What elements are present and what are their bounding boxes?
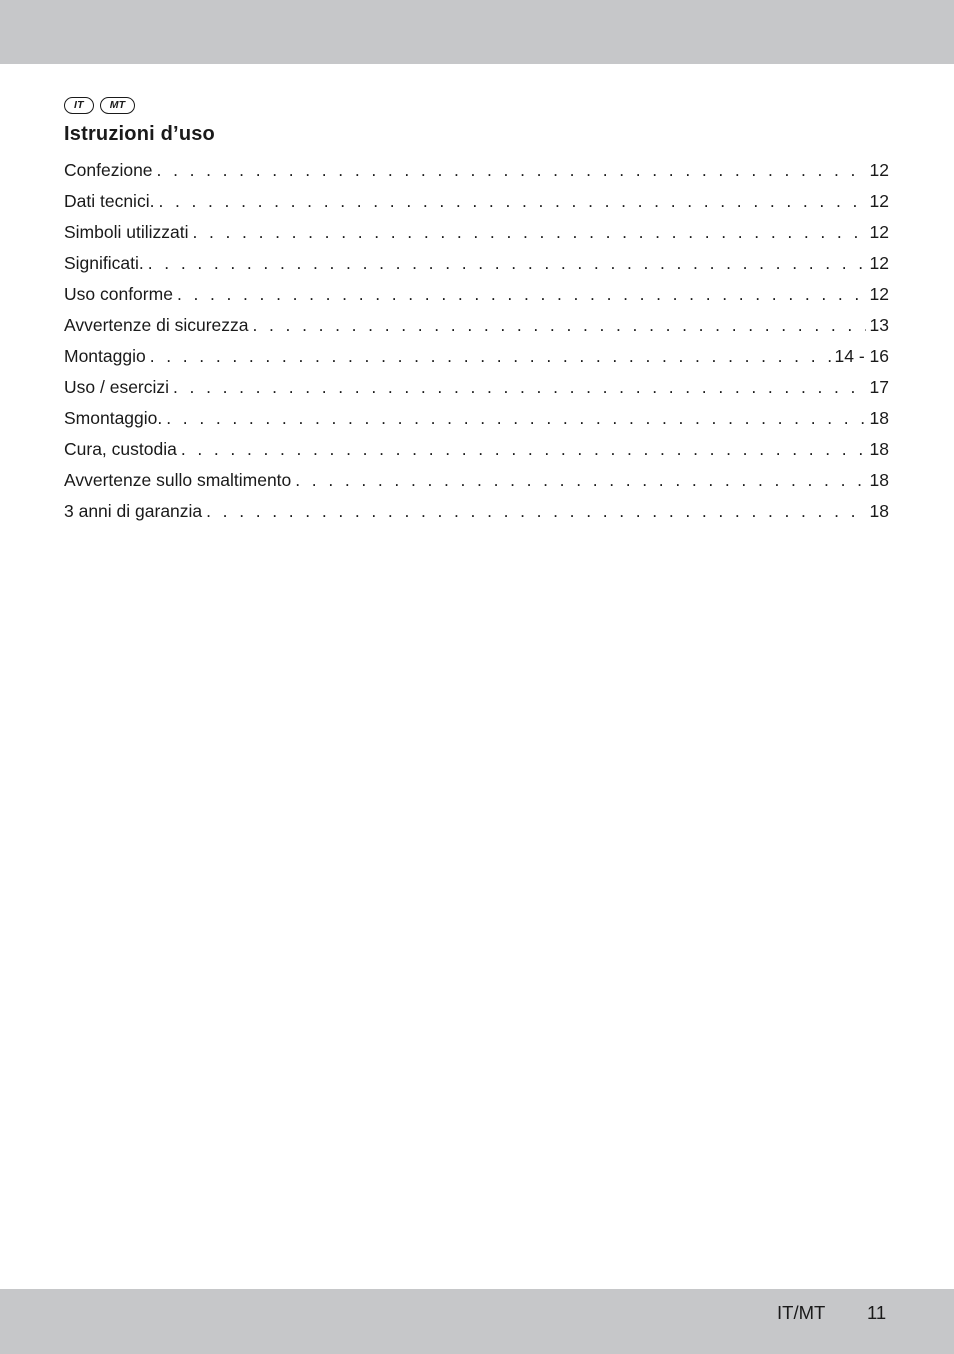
toc-dot-leader [177, 279, 866, 310]
toc-row-uso-conforme[interactable] [64, 279, 889, 310]
toc-label: Montaggio [64, 346, 146, 366]
toc-page-number: 13 [869, 315, 889, 335]
toc-row-smontaggio[interactable] [64, 403, 889, 434]
toc-label: Avvertenze di sicurezza [64, 315, 249, 335]
toc-page-number: 17 [869, 377, 889, 397]
toc-label: Simboli utilizzati [64, 222, 189, 242]
toc-page-number: 18 [869, 408, 889, 428]
toc-label: Cura, custodia [64, 439, 177, 459]
toc-label: Significati. [64, 253, 144, 273]
toc-page-number: 18 [869, 439, 889, 459]
toc-label: Smontaggio. [64, 408, 163, 428]
toc-label: 3 anni di garanzia [64, 501, 203, 521]
toc-dot-leader [253, 310, 866, 341]
toc-page-number: 12 [869, 160, 889, 180]
toc-label: Uso / esercizi [64, 377, 170, 397]
toc-dot-leader [166, 403, 865, 434]
toc-dot-leader [181, 434, 866, 465]
footer-language: IT/MT [777, 1302, 826, 1323]
toc-dot-leader [295, 465, 865, 496]
toc-dot-leader [206, 496, 865, 527]
toc-label: Dati tecnici. [64, 191, 155, 211]
toc-label: Avvertenze sullo smaltimento [64, 470, 292, 490]
toc-row-avvertenze-di-sicurezza[interactable] [64, 310, 889, 341]
toc-row-simboli-utilizzati[interactable] [64, 217, 889, 248]
toc-row-dati-tecnici[interactable] [64, 186, 889, 217]
header-band [0, 0, 954, 64]
toc-dot-leader [158, 186, 865, 217]
toc-row-montaggio[interactable] [64, 341, 889, 372]
toc-row-confezione[interactable] [64, 155, 889, 186]
toc-page-number: 12 [869, 253, 889, 273]
language-badge-mt: MT [100, 97, 136, 114]
toc-row-significati[interactable] [64, 248, 889, 279]
toc-row-garanzia[interactable] [64, 496, 889, 527]
page-title: Istruzioni d’uso [64, 123, 215, 145]
toc-page-number: 12 [869, 222, 889, 242]
toc-dot-leader [148, 248, 866, 279]
toc-label: Uso conforme [64, 284, 173, 304]
toc-page-number: 12 [869, 191, 889, 211]
toc-page-number: 18 [869, 501, 889, 521]
toc-dot-leader [157, 155, 866, 186]
table-of-contents [64, 155, 889, 527]
toc-dot-leader [173, 372, 866, 403]
language-badge-it: IT [64, 97, 94, 114]
toc-dot-leader [150, 341, 831, 372]
toc-row-uso-esercizi[interactable] [64, 372, 889, 403]
toc-page-number: 18 [869, 470, 889, 490]
footer-page-number: 11 [867, 1302, 887, 1323]
toc-dot-leader [192, 217, 865, 248]
language-badges [64, 97, 135, 114]
toc-page-number: 12 [869, 284, 889, 304]
toc-row-avvertenze-smaltimento[interactable] [64, 465, 889, 496]
toc-page-number: 14 - 16 [834, 346, 889, 366]
toc-label: Confezione [64, 160, 153, 180]
toc-row-cura-custodia[interactable] [64, 434, 889, 465]
